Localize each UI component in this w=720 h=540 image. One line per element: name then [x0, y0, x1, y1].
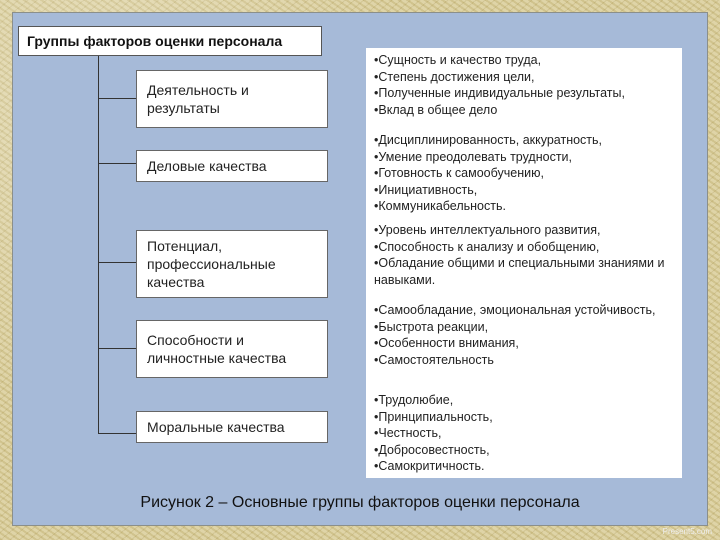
connector-branch [98, 163, 136, 164]
group-moral-qualities: Моральные качества [136, 411, 328, 443]
group-activity-results: Деятельность и результаты [136, 70, 328, 128]
details-business-qualities: •Дисциплинированность, аккуратность, •Умение преодолевать трудности, •Готовность к самообучению, •Инициативность, •Коммуникабельность. [374, 133, 603, 214]
connector-trunk [98, 56, 99, 434]
connector-branch [98, 262, 136, 263]
connector-branch [98, 348, 136, 349]
details-moral-qualities: •Трудолюбие, •Принципиальность, •Честность, •Добросовестность, •Самокритичность. [374, 393, 493, 474]
group-abilities-personal: Способности и личностные качества [136, 320, 328, 378]
figure-caption: Рисунок 2 – Основные группы факторов оценки персонала [140, 494, 580, 511]
details-activity-results: •Сущность и качество труда, •Степень достижения цели, •Полученные индивидуальные результаты, •Вклад в общее дело [374, 53, 625, 117]
details-potential-professional: •Уровень интеллектуального развития, •Способность к анализу и обобщению, •Обладание общими и специальными знаниями и навыками. [374, 223, 665, 287]
group-potential-professional: Потенциал, профессиональные качества [136, 230, 328, 298]
connector-branch [98, 433, 136, 434]
diagram-title: Группы факторов оценки персонала [18, 26, 322, 56]
details-abilities-personal: •Самообладание, эмоциональная устойчивость, •Быстрота реакции, •Особенности внимания, •Самостоятельность [374, 303, 656, 367]
watermark: Present5.com [662, 527, 712, 536]
group-business-qualities: Деловые качества [136, 150, 328, 182]
connector-branch [98, 98, 136, 99]
